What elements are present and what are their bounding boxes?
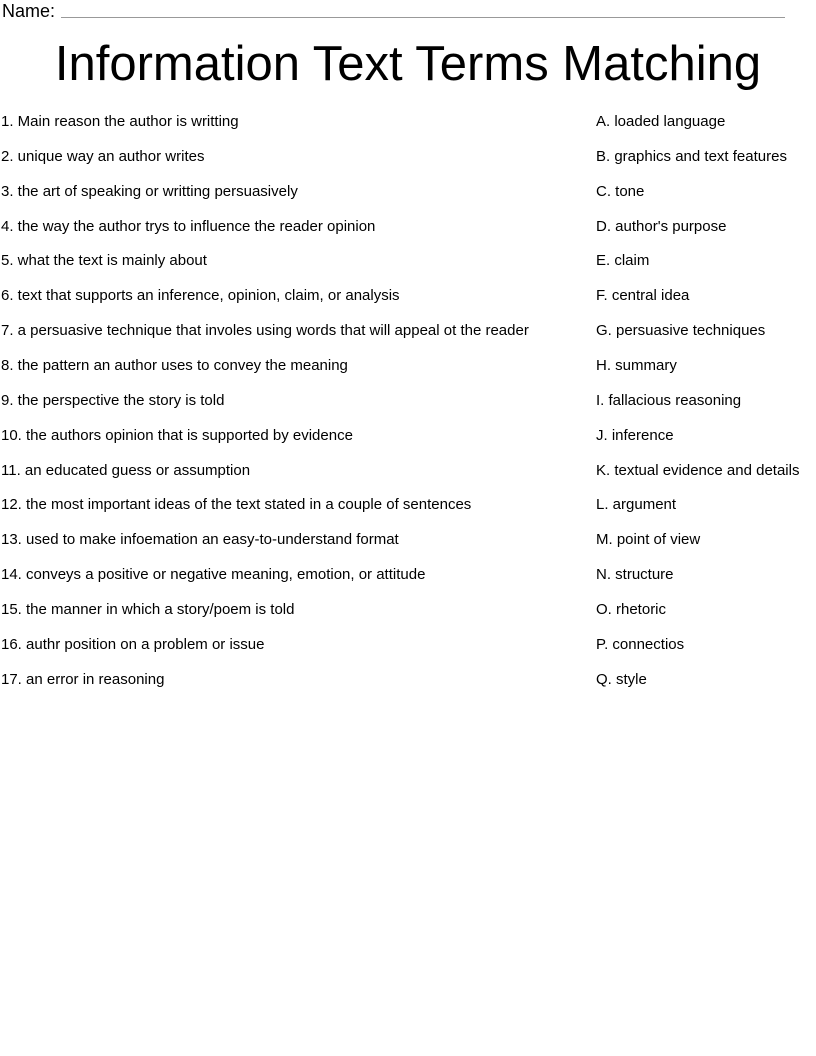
answer-item: K. textual evidence and details: [596, 461, 800, 479]
question-item: 17. an error in reasoning: [1, 670, 165, 688]
question-item: 12. the most important ideas of the text stated in a couple of sentences: [1, 496, 472, 514]
answer-item: M. point of view: [596, 531, 701, 549]
question-item: 14. conveys a positive or negative meaning, emotion, or attitude: [1, 566, 426, 584]
name-label: Name:: [2, 1, 56, 21]
answer-item: O. rhetoric: [596, 600, 667, 618]
answer-item: I. fallacious reasoning: [596, 391, 742, 409]
answer-item: C. tone: [596, 182, 645, 200]
name-field[interactable]: [2, 0, 785, 22]
question-item: 5. what the text is mainly about: [1, 252, 207, 270]
answer-item: D. author's purpose: [596, 217, 727, 235]
answer-item: P. connectios: [596, 635, 685, 653]
answer-item: L. argument: [596, 496, 677, 514]
answer-item: J. inference: [596, 426, 674, 444]
answer-item: G. persuasive techniques: [596, 322, 766, 340]
question-item: 13. used to make infoemation an easy-to-understand format: [1, 531, 399, 549]
answer-item: N. structure: [596, 566, 674, 584]
question-item: 16. authr position on a problem or issue: [1, 635, 265, 653]
question-item: 2. unique way an author writes: [1, 147, 205, 165]
question-item: 11. an educated guess or assumption: [1, 461, 251, 479]
answer-item: F. central idea: [596, 287, 690, 305]
page-title: Information Text Terms Matching: [54, 37, 762, 91]
name-blank-line[interactable]: [61, 0, 785, 18]
question-item: 6. text that supports an inference, opinion, claim, or analysis: [1, 287, 400, 305]
question-item: 3. the art of speaking or writting persuasively: [1, 182, 298, 200]
answer-item: Q. style: [596, 670, 647, 688]
question-item: 7. a persuasive technique that involes using words that will appeal ot the reader: [1, 322, 529, 340]
answer-item: B. graphics and text features: [596, 147, 787, 165]
question-item: 4. the way the author trys to influence the reader opinion: [1, 217, 376, 235]
answer-item: H. summary: [596, 356, 677, 374]
question-item: 10. the authors opinion that is supported by evidence: [1, 426, 353, 444]
answer-item: A. loaded language: [596, 113, 726, 130]
answer-item: E. claim: [596, 252, 650, 270]
question-item: 9. the perspective the story is told: [1, 391, 225, 409]
question-item: 8. the pattern an author uses to convey the meaning: [1, 356, 348, 374]
question-item: 1. Main reason the author is writting: [1, 113, 239, 130]
question-item: 15. the manner in which a story/poem is told: [1, 600, 295, 618]
